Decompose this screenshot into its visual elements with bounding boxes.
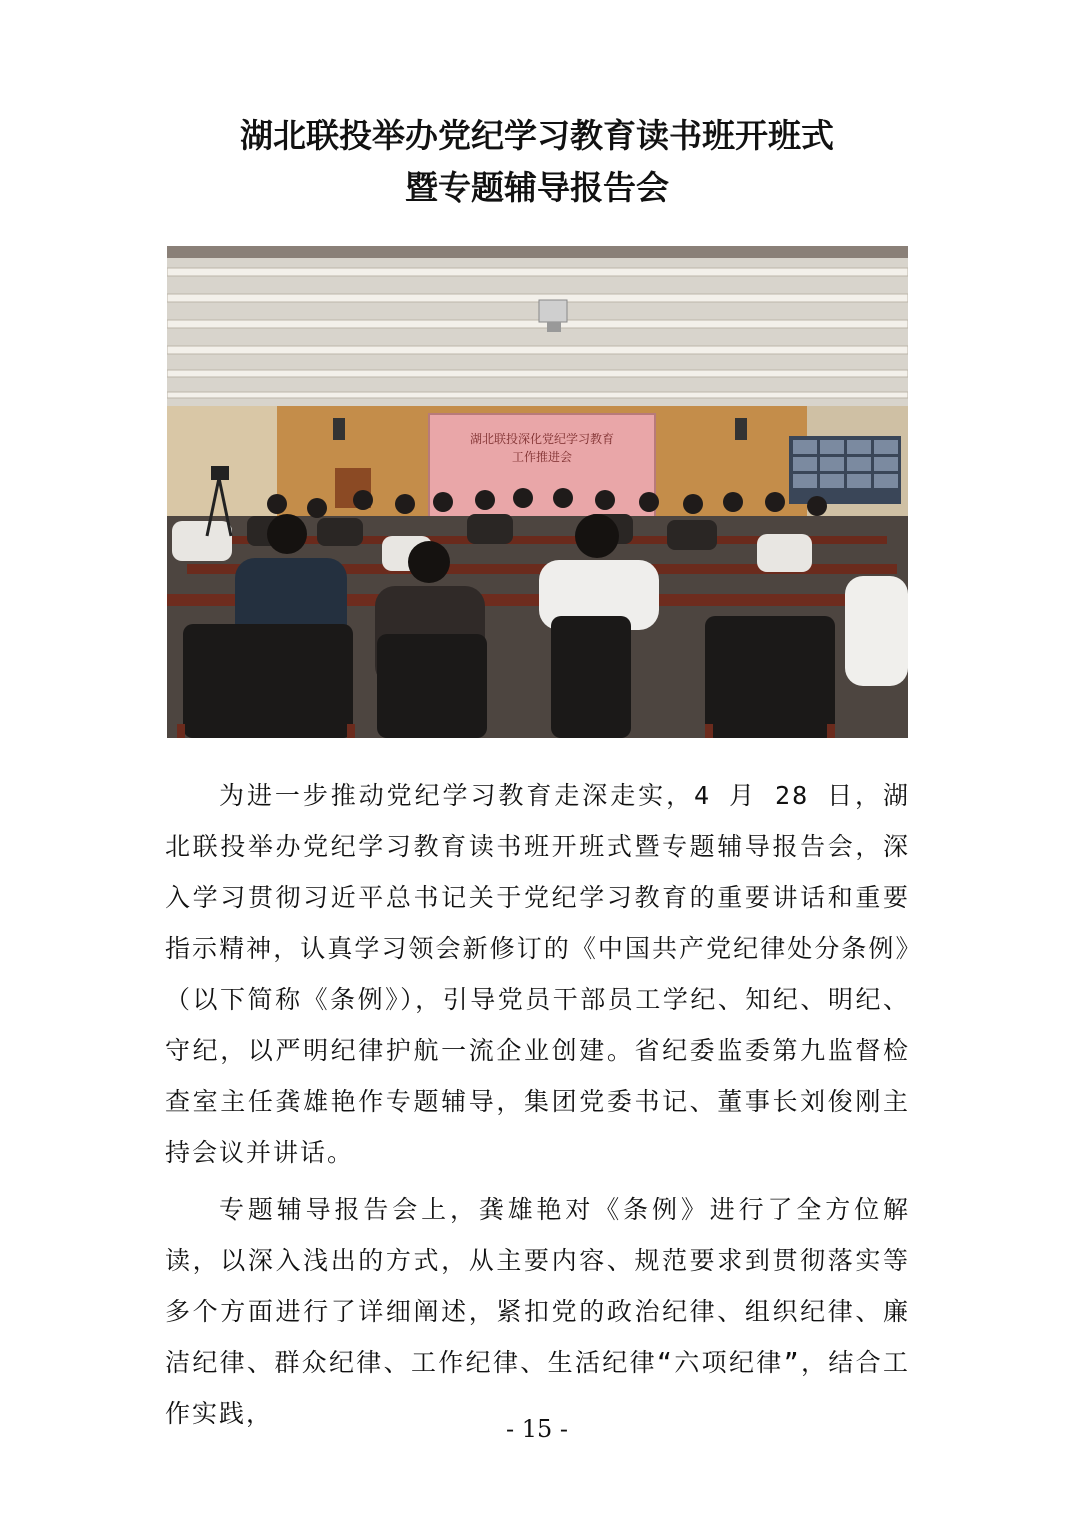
article-body bbox=[165, 770, 910, 1445]
meeting-photo bbox=[167, 246, 908, 738]
screen-text-line-1: 湖北联投深化党纪学习教育 bbox=[469, 432, 615, 446]
document-title-line-1: 湖北联投举办党纪学习教育读书班开班式 bbox=[240, 116, 834, 155]
page-number: - 15 - bbox=[505, 1415, 568, 1443]
screen-text-line-2: 工作推进会 bbox=[511, 450, 573, 464]
paragraph-2: 专题辅导报告会上，龚雄艳对《条例》进行了全方位解读，以深入浅出的方式，从主要内容、规范要求到贯彻落实等多个方面进行了详细阐述，紧扣党的政治纪律、组织纪律、廉洁纪律、群众纪律、工作纪律、生活纪律“六项纪律”，结合工作实践， bbox=[165, 1195, 910, 1428]
paragraph-1: 为进一步推动党纪学习教育走深走实，4 月 28 日，湖北联投举办党纪学习教育读书班开班式暨专题辅导报告会，深入学习贯彻习近平总书记关于党纪学习教育的重要讲话和重要指示精神，认真学习领会新修订的《中国共产党纪律处分条例》（以下简称《条例》），引导党员干部员工学纪、知纪、明纪、守纪，以严明纪律护航一流企业创建。省纪委监委第九监督检查室主任龚雄艳作专题辅导，集团党委书记、董事长刘俊刚主持会议并讲话。 bbox=[165, 781, 910, 1167]
document-title-line-2: 暨专题辅导报告会 bbox=[405, 168, 669, 207]
